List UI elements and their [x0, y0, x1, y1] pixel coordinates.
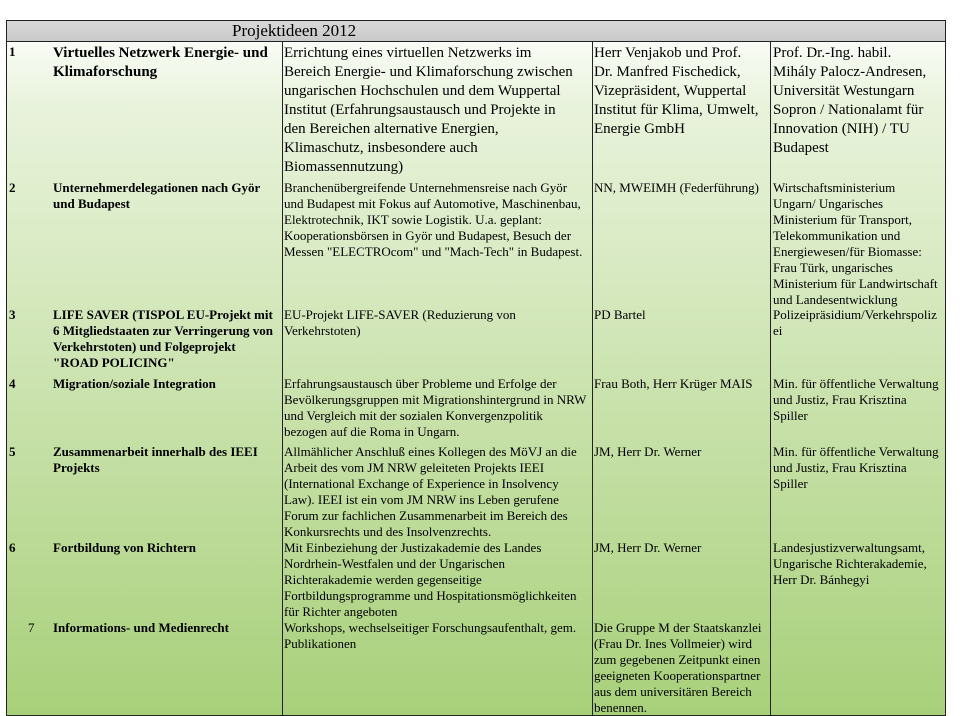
- row-partner-hu: Min. für öffentliche Verwaltung und Justiz, Frau Krisztina Spiller: [773, 444, 939, 491]
- grid-line: [6, 20, 7, 716]
- row-partner-de: Frau Both, Herr Krüger MAIS: [594, 376, 753, 391]
- row-partner-hu: Landesjustizverwaltungsamt, Ungarische Richterakademie, Herr Dr. Bánhegyi: [773, 540, 927, 587]
- row-topic: Informations- und Medienrecht: [53, 620, 229, 635]
- row-partner-de: JM, Herr Dr. Werner: [594, 540, 702, 555]
- row-description: Workshops, wechselseitiger Forschungsaufenthalt, gem. Publikationen: [284, 620, 577, 651]
- row-topic: Unternehmerdelegationen nach Györ und Budapest: [53, 180, 261, 211]
- row-number: 7: [28, 620, 35, 635]
- grid-line: [6, 41, 946, 42]
- grid-line: [945, 20, 946, 716]
- grid-line: [6, 20, 946, 21]
- row-partner-hu: Wirtschaftsministerium Ungarn/ Ungarisches Ministerium für Transport, Telekommunikation und Energiewesen/für Biomasse: Frau Türk, ungarisches Ministerium für Landwirtschaft und Landesentwicklung: [773, 180, 938, 307]
- row-partner-de: Herr Venjakob und Prof. Dr. Manfred Fischedick, Vizepräsident, Wuppertal Institut für Klima, Umwelt, Energie GmbH: [594, 45, 759, 137]
- row-description: EU-Projekt LIFE-SAVER (Reduzierung von Verkehrstoten): [284, 307, 516, 338]
- row-number: 1: [9, 44, 16, 59]
- row-number: 5: [9, 444, 16, 459]
- row-description: Errichtung eines virtuellen Netzwerks im Bereich Energie- und Klimaforschung zwischen ungarischen Hochschulen und dem Wuppertal Institut (Erfahrungsaustausch und Projekte in den Bereichen alternative Energien, Klimaschutz, insbesondere auch Biomassennutzung): [284, 45, 573, 175]
- row-partner-hu: Polizeipräsidium/Verkehrspoliz ei: [773, 307, 937, 338]
- row-description: Erfahrungsaustausch über Probleme und Erfolge der Bevölkerungsgruppen mit Migrationshintergrund in NRW und Vergleich mit der sozialen Konvergenzpolitik bezogen auf die Roma in Ungarn.: [284, 376, 587, 439]
- row-partner-de: Die Gruppe M der Staatskanzlei (Frau Dr. Ines Vollmeier) wird zum gegebenen Zeitpunkt einen geeigneten Kooperationspartner aus dem universitären Bereich benennen.: [594, 620, 762, 715]
- row-topic: Fortbildung von Richtern: [53, 540, 197, 555]
- row-description: Branchenübergreifende Unternehmensreise nach Györ und Budapest mit Fokus auf Automotive, Maschinenbau, Elektrotechnik, IKT sowie Logistik. U.a. geplant: Kooperationsbörsen in Györ und Budapest, Besuch der Messen "ELECTROcom" und "Mach-Tech" in Budapest.: [284, 180, 583, 259]
- row-number: 3: [9, 307, 16, 322]
- row-topic: Virtuelles Netzwerk Energie- und Klimaforschung: [53, 45, 268, 80]
- row-number: 2: [9, 180, 16, 195]
- row-topic: Zusammenarbeit innerhalb des IEEI Projekts: [53, 444, 258, 475]
- row-partner-hu: Min. für öffentliche Verwaltung und Justiz, Frau Krisztina Spiller: [773, 376, 939, 423]
- row-partner-de: NN, MWEIMH (Federführung): [594, 180, 759, 195]
- row-partner-de: PD Bartel: [594, 307, 646, 322]
- row-description: Mit Einbeziehung der Justizakademie des Landes Nordrhein-Westfalen und der Ungarischen Richterakademie werden gegenseitige Fortbildungsprogramme und Hospitationsmöglichkeiten für Richter angeboten: [284, 540, 577, 619]
- row-number: 6: [9, 540, 16, 555]
- row-number: 4: [9, 376, 16, 391]
- page-title: Projektideen 2012: [232, 21, 357, 40]
- row-description: Allmählicher Anschluß eines Kollegen des MöVJ an die Arbeit des vom JM NRW geleiteten Projekts IEEI (International Exchange of Experience in Insolvency Law). IEEI ist ein vom JM NRW ins Leben gerufene Forum zur fachlichen Zusammenarbeit im Bereich des Konkursrechts und des Insolvenzrechts.: [284, 444, 577, 539]
- title-bar: [6, 20, 946, 41]
- row-partner-de: JM, Herr Dr. Werner: [594, 444, 702, 459]
- row-topic: LIFE SAVER (TISPOL EU-Projekt mit 6 Mitgliedstaaten zur Verringerung von Verkehrstoten) und Folgeprojekt "ROAD POLICING": [53, 307, 274, 370]
- row-partner-hu: Prof. Dr.-Ing. habil. Mihály Palocz-Andresen, Universität Westungarn Sopron / Nationalamt für Innovation (NIH) / TU Budapest: [773, 45, 927, 156]
- row-topic: Migration/soziale Integration: [53, 376, 216, 391]
